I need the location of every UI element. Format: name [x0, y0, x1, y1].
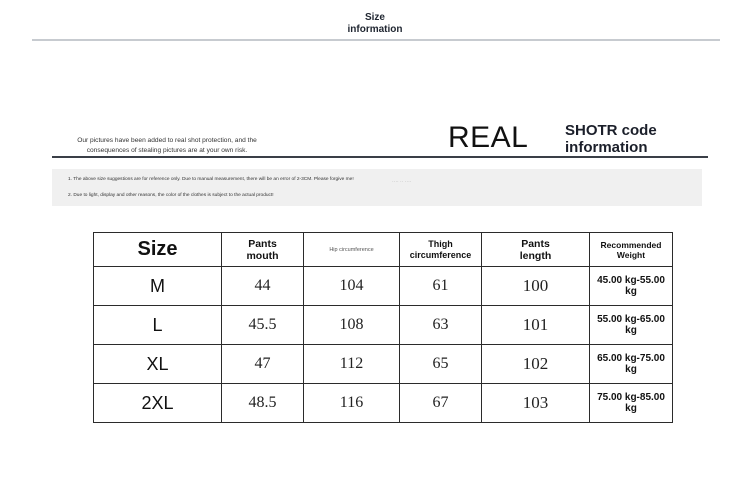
note-line-2: 2. Due to light, display and other reasons, the color of the clothes is subject to the actual product!: [68, 193, 274, 198]
protection-note: [52, 136, 282, 156]
protection-note-line1: Our pictures have been added to real shot protection, and the: [77, 137, 257, 144]
page-title-line2: information: [347, 24, 403, 35]
header-pants-mouth-line1: Pants: [248, 237, 277, 250]
table-header-row: [94, 233, 673, 267]
header-weight-line1: Recommended: [600, 239, 662, 250]
notes-panel: [52, 169, 702, 206]
cell-length: 102: [482, 345, 590, 384]
protection-note-line2: consequences of stealing pictures are at your own risk.: [86, 147, 248, 154]
table-row: [94, 345, 673, 384]
cell-weight: 45.00 kg-55.00 kg: [590, 267, 673, 306]
size-table: [93, 232, 673, 423]
header-size: Size: [94, 233, 222, 267]
table-row: [94, 267, 673, 306]
section-divider: [52, 156, 708, 158]
table-row: [94, 384, 673, 423]
header-length-line2: length: [519, 249, 552, 262]
cell-hip: 116: [304, 384, 400, 423]
page-title: [0, 12, 750, 36]
cell-pants-mouth: 44: [222, 267, 304, 306]
cell-length: 103: [482, 384, 590, 423]
page-title-line1: Size: [364, 12, 385, 23]
cell-thigh: 61: [400, 267, 482, 306]
cell-length: 100: [482, 267, 590, 306]
header-thigh-line2: circumference: [409, 249, 472, 260]
cell-pants-mouth: 48.5: [222, 384, 304, 423]
code-info-heading: [565, 122, 657, 156]
table-row: [94, 306, 673, 345]
header-divider: [32, 39, 720, 41]
cell-hip: 108: [304, 306, 400, 345]
header-length-line1: Pants: [521, 237, 550, 250]
header-thigh-circumference: [400, 233, 482, 267]
header-recommended-weight: [590, 233, 673, 267]
code-info-line1: SHOTR code: [565, 122, 657, 139]
watermark-smudge: ···· ·· ····: [392, 179, 412, 185]
cell-thigh: 63: [400, 306, 482, 345]
cell-hip: 112: [304, 345, 400, 384]
real-label: REAL: [448, 121, 529, 154]
header-hip-circumference: Hip circumference: [304, 233, 400, 267]
cell-size: 2XL: [94, 384, 222, 423]
cell-hip: 104: [304, 267, 400, 306]
header-pants-length: [482, 233, 590, 267]
cell-weight: 55.00 kg-65.00 kg: [590, 306, 673, 345]
header-pants-mouth: [222, 233, 304, 267]
cell-pants-mouth: 45.5: [222, 306, 304, 345]
header-weight-line2: Weight: [616, 249, 646, 260]
cell-pants-mouth: 47: [222, 345, 304, 384]
cell-size: M: [94, 267, 222, 306]
cell-length: 101: [482, 306, 590, 345]
code-info-line2: information: [565, 139, 648, 156]
cell-size: XL: [94, 345, 222, 384]
note-line-1: 1. The above size suggestions are for reference only. Due to manual measurement, there will be an error of 2-3CM. Please forgive me!: [68, 177, 354, 182]
cell-weight: 75.00 kg-85.00 kg: [590, 384, 673, 423]
cell-thigh: 67: [400, 384, 482, 423]
cell-weight: 65.00 kg-75.00 kg: [590, 345, 673, 384]
header-thigh-line1: Thigh: [428, 238, 453, 249]
cell-size: L: [94, 306, 222, 345]
header-pants-mouth-line2: mouth: [246, 249, 279, 262]
cell-thigh: 65: [400, 345, 482, 384]
